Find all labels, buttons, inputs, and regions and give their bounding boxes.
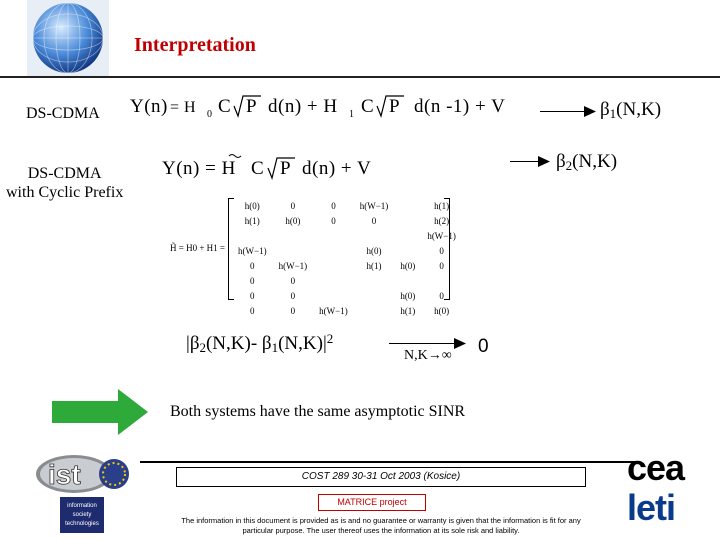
matrix-cell: 0: [250, 275, 255, 286]
ds-cdma-cp-label-line2: with Cyclic Prefix: [6, 184, 124, 201]
limit-subscript: N,K→∞: [404, 348, 452, 363]
matrix-cell: [394, 228, 421, 243]
ds-cdma-cp-label-line1: DS-CDMA: [27, 165, 102, 182]
matrix-row: [232, 243, 462, 258]
matrix-cell: 0: [290, 200, 296, 211]
matrix-cell: 0: [290, 305, 296, 316]
svg-text:leti: leti: [627, 487, 676, 526]
limit-expression: $|\beta_2(N,K)-$ $\beta_1(N,K)|^2$: [186, 331, 334, 355]
matrix-cell: h(0): [434, 305, 450, 316]
matrix-cell: 0: [439, 290, 444, 301]
matrix-cell: 0: [439, 245, 444, 256]
matrix-cell: [394, 198, 421, 213]
svg-text:P: P: [280, 158, 292, 179]
matrix-cell: 0: [371, 215, 377, 226]
conference-box: COST 289 30-31 Oct 2003 (Kosice): [176, 467, 586, 487]
svg-text:P: P: [389, 96, 401, 117]
svg-text:society: society: [72, 512, 92, 518]
matrix-cell: h(W−1): [278, 260, 308, 271]
limit-arrow-head: [454, 338, 466, 349]
matrix-cell: [354, 288, 395, 303]
matrix-cell: [273, 228, 314, 243]
cea-leti-logo: [625, 448, 719, 526]
matrix-row: [232, 273, 462, 288]
ds-cdma-equation: [128, 92, 528, 131]
conclusion-arrow-icon: [52, 389, 148, 435]
matrix-cell: [313, 273, 354, 288]
beta2-label: $\beta_2(N,K)$: [556, 151, 618, 173]
matrix-cell: [394, 213, 421, 228]
matrix-cell: 0: [439, 260, 444, 271]
svg-text:d(n) + H: d(n) + H: [268, 96, 338, 117]
svg-text:P: P: [246, 96, 258, 117]
matrix-row: [232, 303, 462, 318]
matrix-cell: h(1): [244, 215, 260, 226]
ds-cdma-equation-svg: [128, 92, 528, 126]
matrix-cell: 0: [331, 200, 336, 211]
globe-logo: [27, 0, 109, 78]
matrix-cell: 0: [331, 215, 336, 226]
matrix-cell: [421, 273, 462, 288]
conclusion-text: Both systems have the same asymptotic SINR: [170, 403, 466, 420]
svg-text:0: 0: [207, 109, 213, 120]
matrix-cell: [313, 258, 354, 273]
svg-text:d(n) + V: d(n) + V: [302, 158, 372, 179]
matrix-row: [232, 213, 462, 228]
slide-title: Interpretation: [134, 34, 256, 56]
matrix-row: [232, 258, 462, 273]
matrix-cell: [354, 273, 395, 288]
matrix-cell: 0: [250, 290, 255, 301]
svg-text:1: 1: [349, 109, 355, 120]
matrix-cell: h(0): [285, 215, 301, 226]
svg-text:C: C: [251, 158, 265, 179]
matrix-cell: [273, 243, 314, 258]
matrix-cell: 0: [290, 290, 296, 301]
svg-text:cea: cea: [627, 448, 685, 488]
svg-text:= H: = H: [170, 99, 197, 116]
matrix-cell: h(W−1): [319, 305, 348, 316]
row2-arrow-head: [538, 156, 550, 167]
matrix-cell: [313, 243, 354, 258]
matrix-cell: h(1): [366, 260, 382, 271]
matrix-cell: h(0): [400, 260, 416, 271]
svg-text:information: information: [67, 503, 97, 509]
matrix-cell: h(0): [366, 245, 382, 256]
svg-text:C: C: [361, 96, 375, 117]
matrix-row: [232, 198, 462, 213]
matrix-cell: 0: [290, 275, 296, 286]
svg-text:Y(n) = H: Y(n) = H: [162, 158, 236, 179]
matrix-cell: h(0): [244, 200, 260, 211]
ds-cdma-cp-label: [6, 164, 123, 202]
limit-arrow-line: [389, 343, 457, 344]
matrix-cell: 0: [250, 305, 255, 316]
row1-arrow-line: [540, 111, 588, 112]
matrix-row: [232, 288, 462, 303]
matrix-lhs: H̃ = H0 + H1 =: [170, 243, 225, 253]
ds-cdma-cp-equation: [160, 150, 400, 191]
svg-text:ist: ist: [48, 459, 81, 490]
matrix-cell: 0: [250, 260, 255, 271]
svg-text:technologies: technologies: [65, 521, 99, 527]
matrix-cell: [354, 303, 395, 318]
matrix-cell: h(1): [400, 305, 416, 316]
matrix-cell: [232, 228, 273, 243]
disclaimer-text: The information in this document is provided as is and no guarantee or warranty is given that the information is fit for any particular purpose. The user thereof uses the information at its sole risk and liability.: [181, 516, 581, 535]
matrix-cell: [313, 228, 354, 243]
footer-band: [140, 461, 640, 463]
matrix-cell: h(1): [434, 200, 450, 211]
ds-cdma-label: DS-CDMA: [26, 105, 100, 122]
matrix-cell: [354, 228, 395, 243]
ds-cdma-cp-equation-svg: [160, 150, 400, 186]
svg-text:d(n -1) + V: d(n -1) + V: [414, 96, 506, 117]
matrix-table: [232, 198, 462, 318]
ist-logo: [30, 452, 136, 536]
limit-result: 0: [478, 336, 489, 357]
project-box: MATRICE project: [318, 494, 426, 511]
matrix-cell: h(W−1): [238, 245, 267, 256]
matrix-cell: h(W−1): [427, 230, 456, 241]
matrix-cell: [394, 243, 421, 258]
matrix-cell: h(2): [434, 215, 450, 226]
beta1-label: $\beta_1(N,K)$: [600, 99, 662, 121]
row1-arrow-head: [584, 106, 596, 117]
svg-text:Y(n): Y(n): [130, 96, 168, 117]
matrix-cell: [313, 288, 354, 303]
matrix-cell: [394, 273, 421, 288]
svg-text:C: C: [218, 96, 232, 117]
matrix-row: [232, 228, 462, 243]
matrix-cell: h(W−1): [359, 200, 389, 211]
title-divider: [0, 76, 720, 78]
matrix-cell: h(0): [400, 290, 416, 301]
